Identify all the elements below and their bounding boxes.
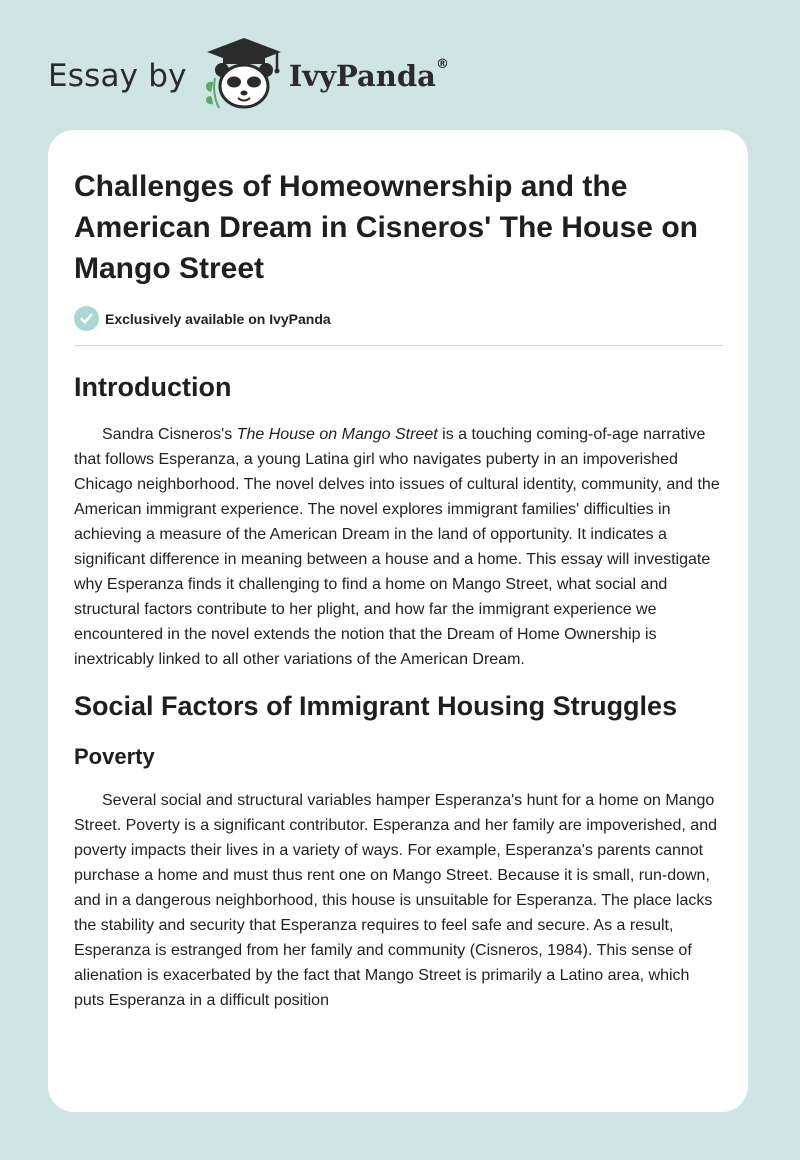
book-title: The House on Mango Street <box>236 426 438 443</box>
heading-introduction: Introduction <box>74 372 232 402</box>
essay-card <box>48 130 748 1112</box>
essay-content <box>74 166 724 1013</box>
brand-prefix: Essay by <box>48 58 187 94</box>
essay-title: Challenges of Homeownership and the American Dream in Cisneros' The House on Mango Street <box>74 170 698 285</box>
subheading-poverty: Poverty <box>74 744 155 769</box>
divider <box>74 345 723 346</box>
registered-mark: ® <box>435 57 449 72</box>
check-icon <box>74 306 99 331</box>
intro-paragraph: Sandra Cisneros's The House on Mango Street is a touching coming-of-age narrative that follows Esperanza, a young Latina girl who navigates puberty in an impoverished Chicago neighborhood. The novel delves into issues of cultural identity, community, and the American immigrant experience. The novel explores immigrant families' difficulties in achieving a measure of the American Dream in the land of opportunity. It indicates a significant difference in meaning between a house and a home. This essay will investigate why Esperanza finds it challenging to find a home on Mango Street, what social and structural factors contribute to her plight, and how far the immigrant experience we encountered in the novel extends the notion that the Dream of Home Ownership is inextricably linked to all other variations of the American Dream. <box>74 426 720 668</box>
site-header <box>48 36 449 116</box>
exclusive-badge <box>74 306 724 331</box>
badge-text: Exclusively available on IvyPanda <box>105 310 331 327</box>
brand-name[interactable]: IvyPanda® <box>288 57 449 93</box>
ivypanda-logo-icon[interactable] <box>199 34 289 112</box>
heading-social-factors: Social Factors of Immigrant Housing Struggles <box>74 691 678 721</box>
poverty-paragraph: Several social and structural variables hamper Esperanza's hunt for a home on Mango Street. Poverty is a significant contributor. Esperanza and her family are impoverished, and poverty impacts their lives in a variety of ways. For example, Esperanza's parents cannot purchase a home and must thus rent one on Mango Street. Because it is small, run-down, and in a dangerous neighborhood, this house is unsuitable for Esperanza. The place lacks the stability and security that Esperanza requires to feel safe and secure. As a result, Esperanza is estranged from her family and community (Cisneros, 1984). This sense of alienation is exacerbated by the fact that Mango Street is primarily a Latino area, which puts Esperanza in a difficult position <box>74 792 717 1009</box>
